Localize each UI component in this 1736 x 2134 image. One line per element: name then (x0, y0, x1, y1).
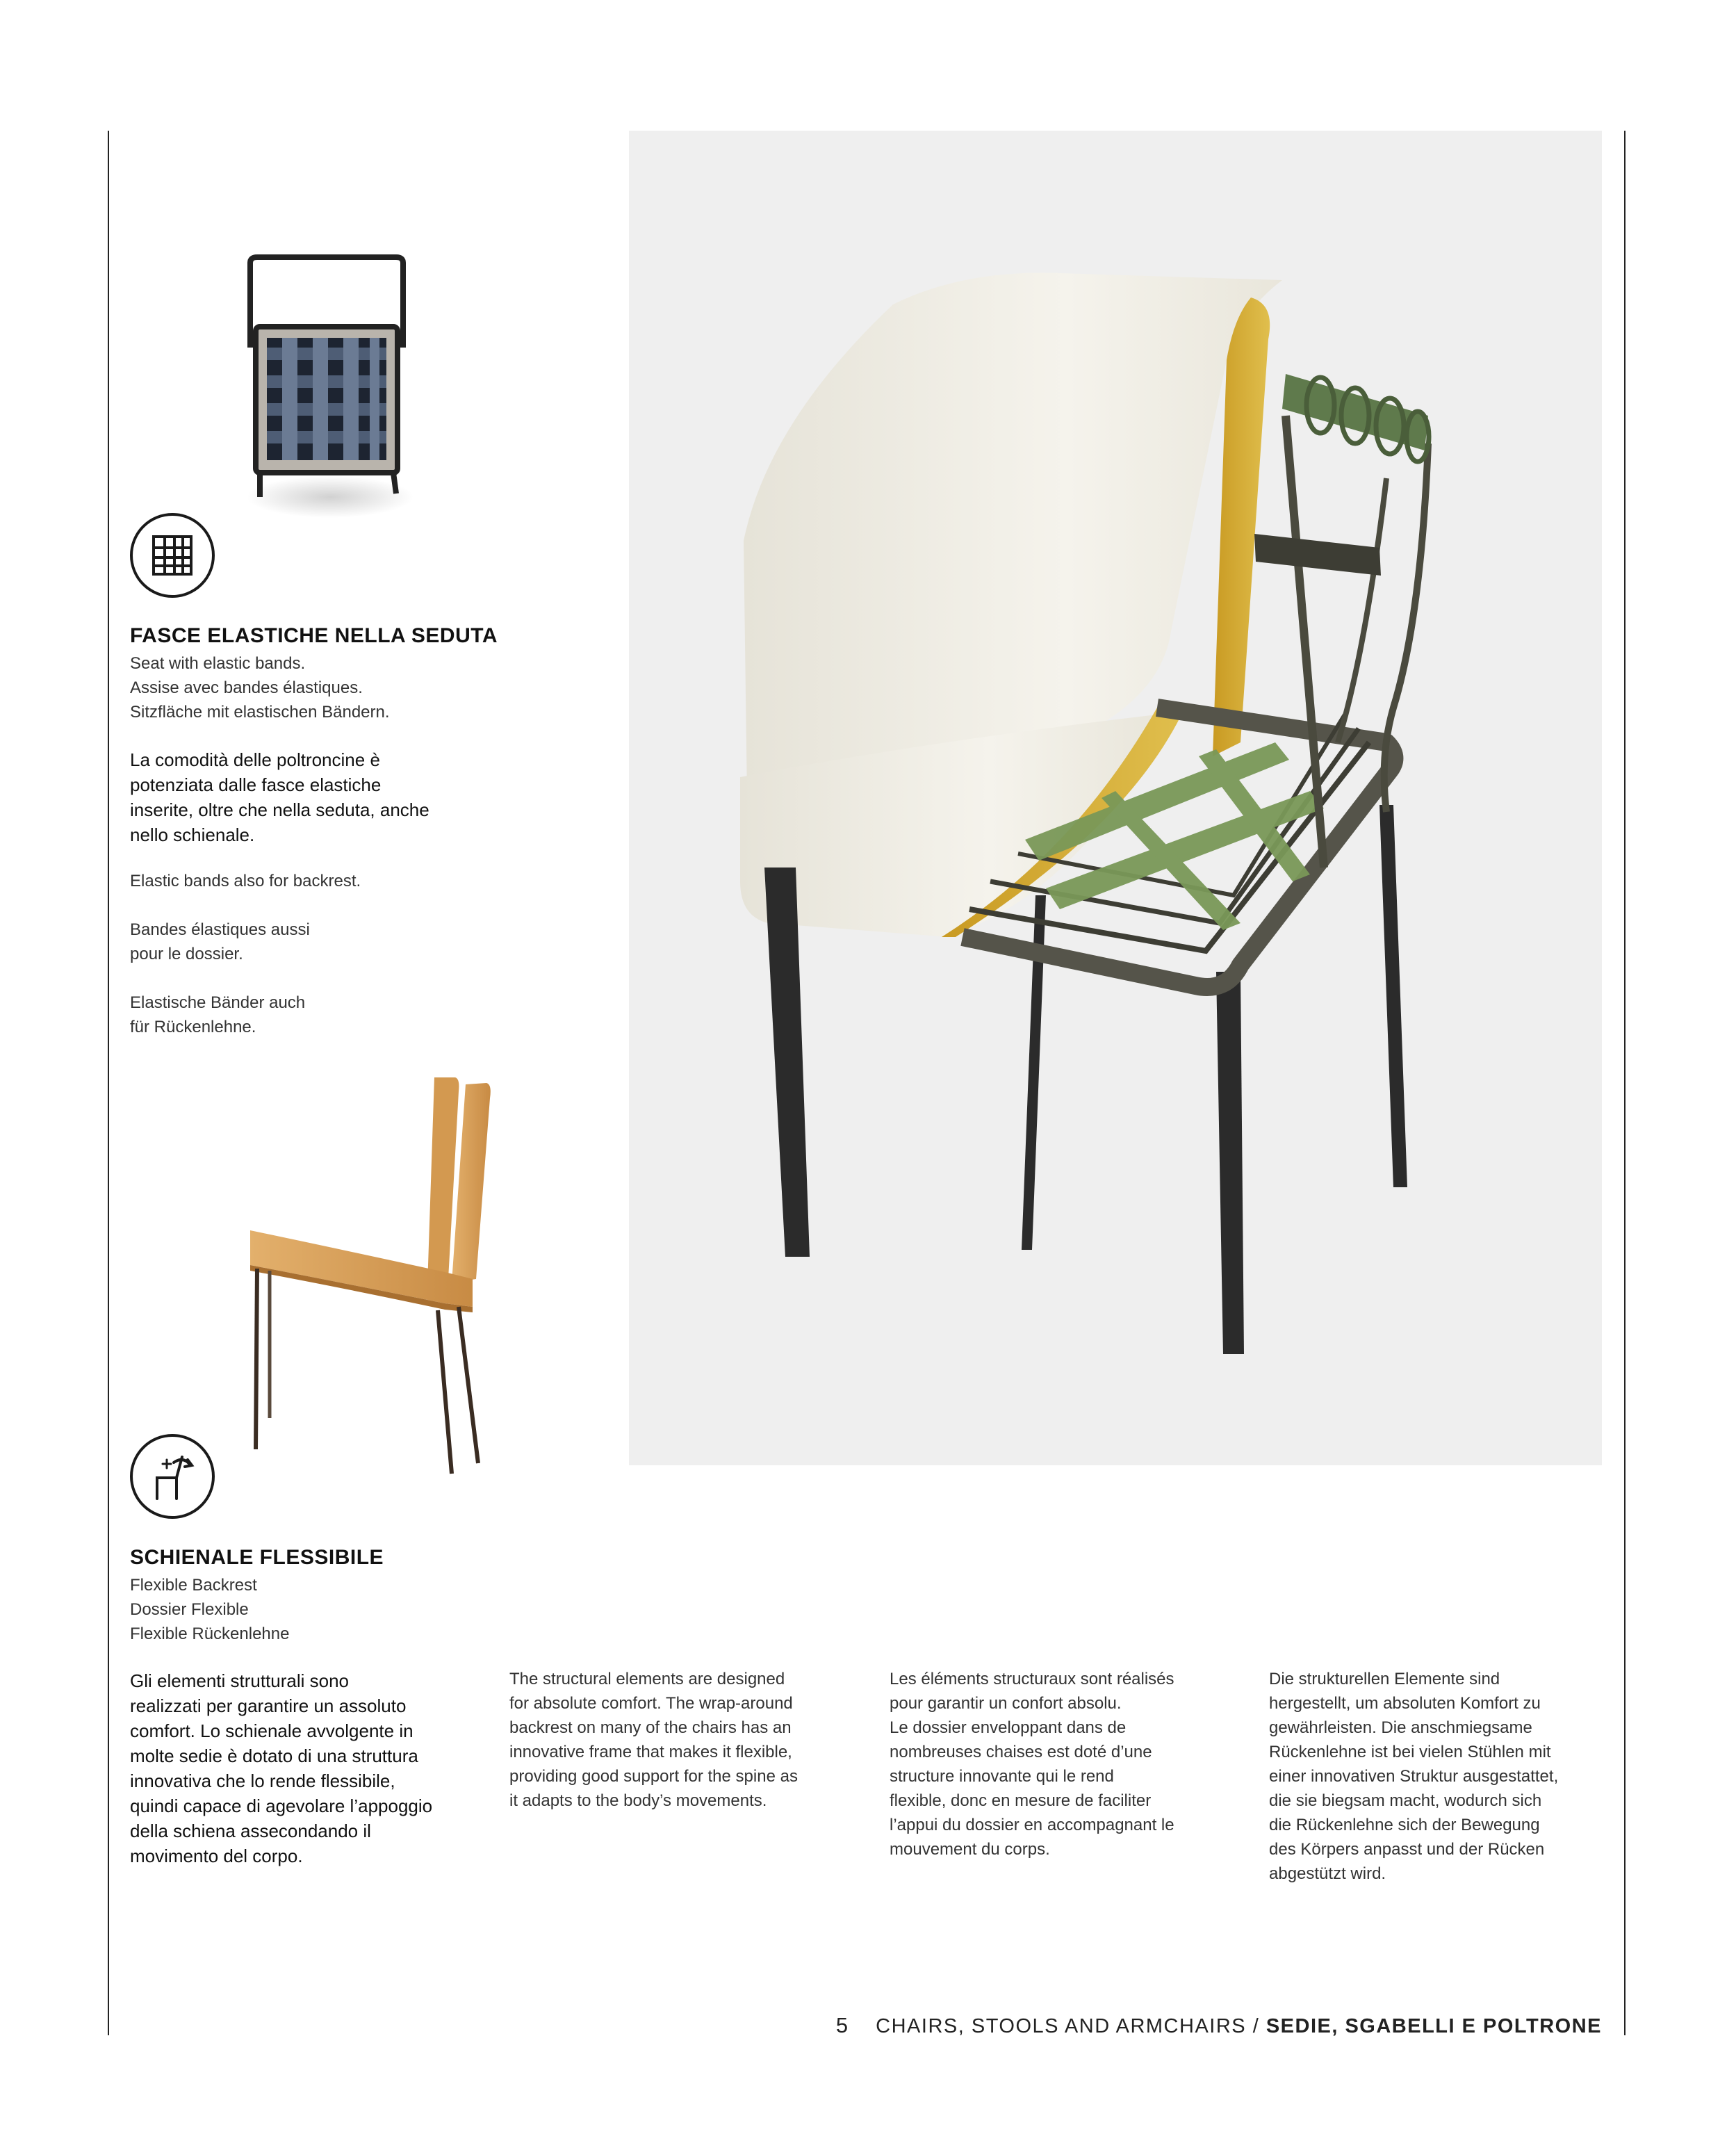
section2-body-it: Gli elementi strutturali sono realizzati per garantire un assoluto comfort. Lo schienale avvolgente in molte sedie è dotato di una struttura innovativa che lo rende flessibile, quindi capace di agevolare l’appoggio della schiena assecondando il movimento del corpo. (130, 1670, 433, 1866)
seat-bands-photo (236, 250, 417, 542)
footer-section-en: CHAIRS, STOOLS AND ARMCHAIRS (876, 2015, 1247, 2037)
section1-body-de: Elastische Bänder auch für Rückenlehne. (130, 993, 306, 1036)
section1-body-it: La comodità delle poltroncine è potenziata dalle fasce elastiche inserite, oltre che nella seduta, anche nello schienale. (130, 749, 429, 845)
flexible-backrest-icon-circle (130, 1434, 215, 1519)
footer-separator: / (1246, 2015, 1266, 2037)
left-margin-rule (108, 131, 109, 2035)
subtitle-en: Flexible Backrest (130, 1576, 257, 1595)
page-number: 5 (835, 2013, 849, 2037)
woven-bands-icon-circle (130, 513, 215, 598)
section1-body-fr: Bandes élastiques aussi pour le dossier. (130, 920, 310, 963)
section2-body-de: Die strukturellen Elemente sind hergestellt, um absoluten Komfort zu gewährleisten. Die anschmiegsame Rückenlehne ist bei vielen Stühlen mit einer innovativen Struktur ausgestattet, die sie biegsam macht, wodurch sich die Rückenlehne sich der Bewegung des Körpers anpasst und der Rücken abgestützt wird. (1269, 1670, 1559, 1883)
section2-body-en: The structural elements are designed for absolute comfort. The wrap-around backrest on many of the chairs has an innovative frame that makes it flexible, providing good support for the spine as it adapts to the body’s movements. (509, 1670, 798, 1810)
cutaway-armchair-illustration (629, 131, 1602, 1465)
subtitle-fr: Dossier Flexible (130, 1600, 249, 1619)
section2-subtitles (130, 1573, 289, 1646)
flexible-backrest-icon (146, 1450, 199, 1503)
subtitle-fr: Assise avec bandes élastiques. (130, 678, 363, 697)
section1-subtitles (130, 651, 390, 724)
page-footer (836, 2013, 1602, 2038)
flexible-chair-photo (236, 1070, 528, 1481)
main-chair-photo (629, 131, 1602, 1465)
section2-body-fr: Les éléments structuraux sont réalisés pour garantir un confort absolu. Le dossier enveloppant dans de nombreuses chaises est doté d’une structure innovante qui le rend flexible, donc en mesure de faciliter l’appui du dossier en accompagnant le mouvement du corps. (890, 1670, 1174, 1859)
section2-heading: SCHIENALE FLESSIBILE (130, 1546, 384, 1569)
section1-body-en: Elastic bands also for backrest. (130, 872, 361, 890)
subtitle-de: Sitzfläche mit elastischen Bändern. (130, 703, 390, 722)
footer-section-it: SEDIE, SGABELLI E POLTRONE (1266, 2015, 1602, 2037)
right-margin-rule (1624, 131, 1626, 2035)
section1-heading: FASCE ELASTICHE NELLA SEDUTA (130, 624, 498, 647)
woven-bands-icon (148, 531, 197, 580)
subtitle-de: Flexible Rückenlehne (130, 1624, 290, 1643)
subtitle-en: Seat with elastic bands. (130, 654, 306, 673)
